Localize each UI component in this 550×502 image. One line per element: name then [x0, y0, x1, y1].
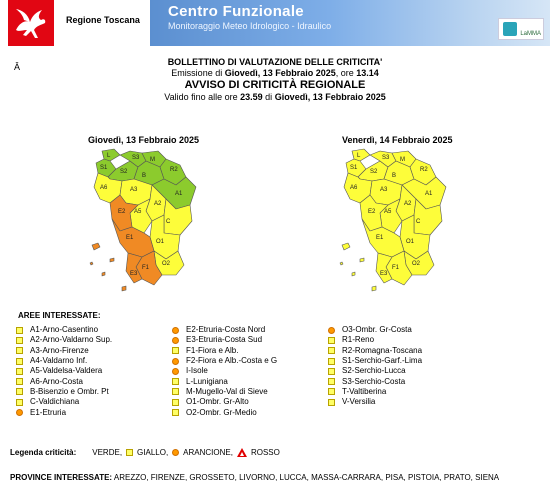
areas-column-2 [172, 325, 277, 418]
area-label: E3-Etruria-Costa Sud [186, 335, 263, 345]
map-day1-title: Giovedì, 13 Febbraio 2025 [88, 135, 200, 145]
area-label: A6-Arno-Costa [30, 376, 83, 386]
area-label: B-Bisenzio e Ombr. Pt [30, 386, 109, 396]
giallo-marker-icon [172, 388, 179, 395]
svg-text:B: B [392, 173, 397, 179]
svg-text:O2: O2 [162, 261, 171, 267]
area-label: A3-Arno-Firenze [30, 345, 89, 355]
lamma-logo-icon [503, 22, 517, 36]
map-day2-title: Venerdì, 14 Febbraio 2025 [342, 135, 453, 145]
svg-text:S1: S1 [100, 165, 108, 171]
areas-column-1 [16, 325, 112, 418]
arancione-marker-icon [172, 327, 179, 334]
area-item [172, 335, 277, 345]
area-label: S2-Serchio-Lucca [342, 366, 406, 376]
legend-rosso-triangle-icon [237, 448, 247, 457]
area-item [16, 397, 112, 407]
legend-label: Legenda criticità: [10, 448, 77, 457]
legend-arancione-swatch [172, 449, 179, 456]
giallo-marker-icon [172, 399, 179, 406]
area-label: A1-Arno-Casentino [30, 325, 99, 335]
giallo-marker-icon [16, 327, 23, 334]
area-item [16, 325, 112, 335]
giallo-marker-icon [16, 358, 23, 365]
provinces-label: PROVINCE INTERESSATE: [10, 473, 113, 482]
area-label: C-Valdichiana [30, 397, 80, 407]
provinces-list: AREZZO, FIRENZE, GROSSETO, LIVORNO, LUCCA, MASSA-CARRARA, PISA, PISTOIA, PRATO, SIENA [112, 473, 500, 482]
areas-column-3 [328, 325, 422, 407]
legend [10, 448, 280, 457]
svg-text:E2: E2 [368, 209, 376, 215]
svg-text:B: B [142, 173, 147, 179]
areas-heading: AREE INTERESSATE: [18, 311, 101, 320]
area-label: M-Mugello-Val di Sieve [186, 386, 268, 396]
giallo-marker-icon [16, 347, 23, 354]
svg-text:S2: S2 [370, 169, 378, 175]
giallo-marker-icon [328, 368, 335, 375]
area-label: A2-Arno-Valdarno Sup. [30, 335, 113, 345]
area-item [328, 366, 422, 376]
svg-text:F1: F1 [142, 265, 150, 271]
provinces [10, 472, 540, 483]
giallo-marker-icon [328, 358, 335, 365]
svg-text:R2: R2 [170, 167, 178, 173]
svg-text:A3: A3 [380, 187, 388, 193]
svg-text:S3: S3 [132, 155, 140, 161]
area-item [16, 356, 112, 366]
area-item [328, 325, 422, 335]
area-item [328, 397, 422, 407]
stray-character: Â [14, 62, 21, 72]
giallo-marker-icon [16, 378, 23, 385]
area-label: A5-Valdelsa-Valdera [30, 366, 103, 376]
svg-text:O1: O1 [156, 239, 165, 245]
area-label: R1-Reno [342, 335, 375, 345]
svg-text:A2: A2 [154, 201, 162, 207]
arancione-marker-icon [172, 368, 179, 375]
svg-text:S1: S1 [350, 165, 358, 171]
area-label: L-Lunigiana [186, 376, 228, 386]
banner-subtitle: Monitoraggio Meteo Idrologico - Idraulico [168, 21, 332, 31]
giallo-marker-icon [16, 337, 23, 344]
region-name: Regione Toscana [66, 15, 140, 25]
arancione-marker-icon [172, 337, 179, 344]
area-label: T-Valtiberina [342, 386, 387, 396]
lamma-logo [498, 18, 544, 40]
area-item [328, 335, 422, 345]
area-item [172, 366, 277, 376]
validity-line: Valido fino alle ore 23.59 di Giovedì, 13 Febbraio 2025 [164, 92, 386, 102]
area-item [172, 407, 277, 417]
svg-text:A5: A5 [134, 209, 142, 215]
area-label: I-Isole [186, 366, 208, 376]
area-item [328, 376, 422, 386]
giallo-marker-icon [328, 388, 335, 395]
svg-text:L: L [107, 153, 111, 159]
giallo-marker-icon [16, 368, 23, 375]
area-label: S3-Serchio-Costa [342, 376, 406, 386]
legend-verde: VERDE, [92, 448, 123, 457]
arancione-marker-icon [16, 409, 23, 416]
giallo-marker-icon [16, 399, 23, 406]
svg-text:A2: A2 [404, 201, 412, 207]
area-item [16, 366, 112, 376]
svg-text:O1: O1 [406, 239, 415, 245]
area-item [328, 387, 422, 397]
svg-text:S2: S2 [120, 169, 128, 175]
svg-text:E1: E1 [126, 235, 134, 241]
svg-text:E3: E3 [130, 271, 138, 277]
area-item [172, 376, 277, 386]
bulletin-titles [0, 57, 550, 103]
area-label: S1-Serchio-Garf.-Lima [342, 356, 423, 366]
svg-text:A1: A1 [175, 191, 183, 197]
svg-text:A6: A6 [350, 185, 358, 191]
area-label: F1-Fiora e Alb. [186, 345, 239, 355]
giallo-marker-icon [172, 378, 179, 385]
area-label: E1-Etruria [30, 407, 67, 417]
area-item [172, 387, 277, 397]
giallo-marker-icon [328, 337, 335, 344]
banner-title: Centro Funzionale [168, 3, 304, 20]
giallo-marker-icon [328, 378, 335, 385]
arancione-marker-icon [172, 358, 179, 365]
area-item [16, 387, 112, 397]
svg-text:E2: E2 [118, 209, 126, 215]
area-item [16, 335, 112, 345]
giallo-marker-icon [328, 399, 335, 406]
area-item [172, 397, 277, 407]
svg-text:A5: A5 [384, 209, 392, 215]
region-pegasus-logo-icon [8, 0, 54, 46]
svg-text:C: C [416, 219, 421, 225]
area-label: A4-Valdarno Inf. [30, 356, 88, 366]
arancione-marker-icon [328, 327, 335, 334]
svg-text:O2: O2 [412, 261, 421, 267]
svg-text:S3: S3 [382, 155, 390, 161]
area-label: E2-Etruria-Costa Nord [186, 325, 266, 335]
map-day2 [330, 147, 460, 302]
area-label: F2-Fiora e Alb.-Costa e G [186, 356, 278, 366]
svg-text:A3: A3 [130, 187, 138, 193]
header [0, 0, 550, 48]
area-label: R2-Romagna-Toscana [342, 345, 423, 355]
area-item [16, 346, 112, 356]
area-label: O3-Ombr. Gr-Costa [342, 325, 412, 335]
giallo-marker-icon [16, 388, 23, 395]
giallo-marker-icon [172, 409, 179, 416]
svg-text:E1: E1 [376, 235, 384, 241]
area-item [172, 346, 277, 356]
svg-text:L: L [357, 153, 361, 159]
area-item [172, 325, 277, 335]
emission-line: Emissione di Giovedì, 13 Febbraio 2025, ore 13.14 [171, 68, 379, 78]
giallo-marker-icon [328, 347, 335, 354]
map-day1 [80, 147, 210, 302]
area-item [16, 407, 112, 417]
svg-text:A6: A6 [100, 185, 108, 191]
legend-giallo: GIALLO, [137, 448, 169, 457]
area-item [328, 346, 422, 356]
area-item [16, 376, 112, 386]
giallo-marker-icon [172, 347, 179, 354]
area-label: V-Versilia [342, 397, 376, 407]
svg-text:C: C [166, 219, 171, 225]
svg-text:M: M [150, 157, 155, 163]
svg-text:F1: F1 [392, 265, 400, 271]
legend-giallo-swatch [126, 449, 133, 456]
banner [150, 0, 550, 46]
area-item [328, 356, 422, 366]
svg-text:A1: A1 [425, 191, 433, 197]
svg-text:E3: E3 [380, 271, 388, 277]
area-label: O2-Ombr. Gr-Medio [186, 407, 257, 417]
area-item [172, 356, 277, 366]
legend-arancione: ARANCIONE, [183, 448, 233, 457]
lamma-logo-text: LaMMA [520, 31, 541, 37]
bulletin-title: BOLLETTINO DI VALUTAZIONE DELLE CRITICITA' [167, 57, 383, 67]
legend-rosso: ROSSO [250, 448, 280, 457]
svg-text:R2: R2 [420, 167, 428, 173]
notice-title: AVVISO DI CRITICITÀ REGIONALE [184, 79, 366, 91]
area-label: O1-Ombr. Gr-Alto [186, 397, 249, 407]
svg-text:M: M [400, 157, 405, 163]
